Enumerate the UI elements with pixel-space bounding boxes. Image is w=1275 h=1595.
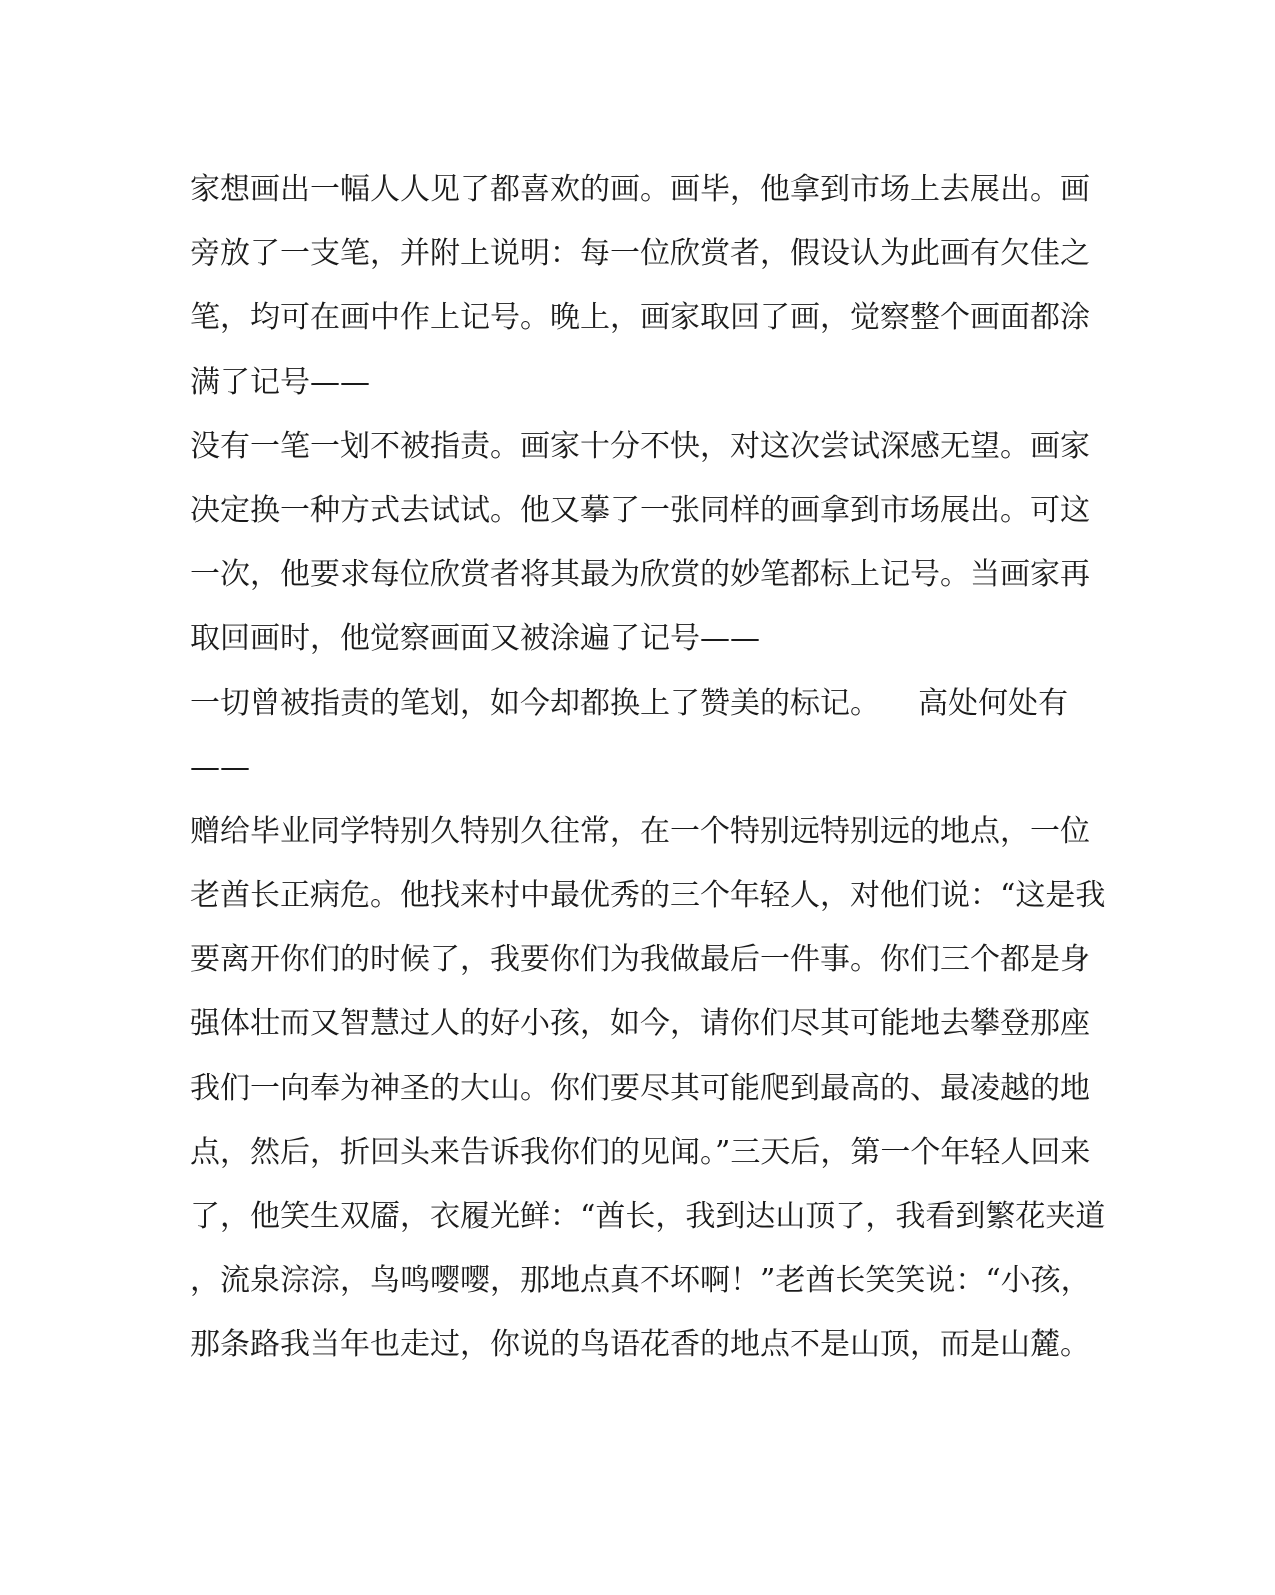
body-text: [190, 158, 1106, 1378]
text-line: 老酋长正病危。他找来村中最优秀的三个年轻人，对他们说：“这是我: [190, 878, 1106, 914]
text-line: 满了记号——: [190, 364, 370, 400]
text-line: 笔，均可在画中作上记号。晚上，画家取回了画，觉察整个画面都涂: [190, 300, 1090, 336]
text-line: 旁放了一支笔，并附上说明：每一位欣赏者，假设认为此画有欠佳之: [190, 236, 1090, 272]
text-line: 我们一向奉为神圣的大山。你们要尽其可能爬到最高的、最凌越的地: [190, 1070, 1090, 1106]
text-line: 强体壮而又智慧过人的好小孩，如今，请你们尽其可能地去攀登那座: [190, 1006, 1090, 1042]
text-line: 赠给毕业同学特别久特别久往常，在一个特别远特别远的地点，一位: [190, 813, 1090, 849]
text-line: 要离开你们的时候了，我要你们为我做最后一件事。你们三个都是身: [190, 942, 1090, 978]
text-line: 了，他笑生双靥，衣履光鲜：“酋长，我到达山顶了，我看到繁花夹道: [190, 1199, 1106, 1234]
text-line: 决定换一种方式去试试。他又摹了一张同样的画拿到市场展出。可这: [190, 492, 1090, 528]
text-line: 那条路我当年也走过，你说的鸟语花香的地点不是山顶，而是山麓。: [190, 1327, 1090, 1363]
text-line: 一切曾被指责的笔划，如今却都换上了赞美的标记。 高处何处有: [190, 685, 1069, 721]
text-line: ，流泉淙淙，鸟鸣嘤嘤，那地点真不坏啊！”老酋长笑笑说：“小孩，: [190, 1263, 1091, 1299]
text-line: 家想画出一幅人人见了都喜欢的画。画毕，他拿到市场上去展出。画: [190, 172, 1090, 207]
text-line: ——: [190, 749, 250, 785]
text-line: 没有一笔一划不被指责。画家十分不快，对这次尝试深感无望。画家: [190, 428, 1090, 464]
text-line: 取回画时，他觉察画面又被涂遍了记号——: [190, 621, 760, 657]
text-line: 点，然后，折回头来告诉我你们的见闻。”三天后，第一个年轻人回来: [190, 1134, 1091, 1170]
text-line: 一次，他要求每位欣赏者将其最为欣赏的妙笔都标上记号。当画家再: [190, 557, 1090, 593]
